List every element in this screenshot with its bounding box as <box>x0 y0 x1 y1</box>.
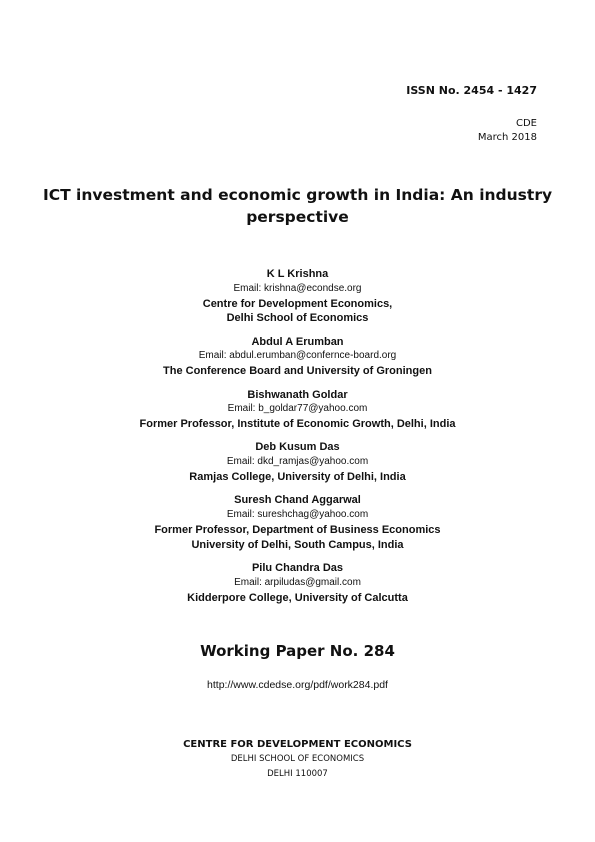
author-email: Email: b_goldar77@yahoo.com <box>227 403 368 415</box>
paper-url: http://www.cdedse.org/pdf/work284.pdf <box>207 679 388 691</box>
author-email: Email: abdul.erumban@confernce-board.org <box>198 350 397 362</box>
author-affiliation: The Conference Board and University of Groningen <box>163 365 432 378</box>
author-name: Suresh Chand Aggarwal <box>234 494 361 507</box>
series-code: CDE <box>515 118 537 129</box>
author-email: Email: sureshchag@yahoo.com <box>226 509 369 521</box>
author-name: Pilu Chandra Das <box>251 562 344 575</box>
author-affiliation: Ramjas College, University of Delhi, India <box>189 471 406 484</box>
author-name: K L Krishna <box>266 268 329 280</box>
paper-title-line-1: ICT investment and economic growth in India: An industry <box>42 186 553 204</box>
author-affiliation: Former Professor, Institute of Economic Growth, Delhi, India <box>139 418 456 431</box>
author-email: Email: arpiludas@gmail.com <box>234 576 361 588</box>
author-block <box>0 440 595 484</box>
author-affiliation: University of Delhi, South Campus, India <box>191 538 404 551</box>
publisher-school: DELHI SCHOOL OF ECONOMICS <box>230 754 365 764</box>
author-block <box>0 561 595 605</box>
author-affiliation: Kidderpore College, University of Calcutta <box>187 591 408 604</box>
publisher-name: CENTRE FOR DEVELOPMENT ECONOMICS <box>183 739 412 750</box>
author-email: Email: krishna@econdse.org <box>233 282 362 294</box>
publisher-address: DELHI 110007 <box>267 769 328 779</box>
author-name: Abdul A Erumban <box>251 335 344 348</box>
author-block <box>0 388 595 432</box>
author-list <box>0 267 595 614</box>
author-affiliation: Former Professor, Department of Business Economics <box>154 523 441 536</box>
publication-date: March 2018 <box>477 132 537 143</box>
author-block <box>0 267 595 326</box>
author-email: Email: dkd_ramjas@yahoo.com <box>226 456 369 468</box>
author-block <box>0 335 595 379</box>
author-name: Deb Kusum Das <box>255 441 340 454</box>
paper-title <box>0 184 595 228</box>
issn-number: ISSN No. 2454 - 1427 <box>406 84 537 97</box>
author-name: Bishwanath Goldar <box>247 388 348 401</box>
author-affiliation: Centre for Development Economics, <box>202 297 393 310</box>
author-block <box>0 493 595 552</box>
paper-title-line-2: perspective <box>246 208 349 226</box>
working-paper-number: Working Paper No. 284 <box>200 642 395 660</box>
author-affiliation: Delhi School of Economics <box>226 312 369 325</box>
series-info <box>478 117 537 145</box>
publisher-block <box>0 737 595 782</box>
